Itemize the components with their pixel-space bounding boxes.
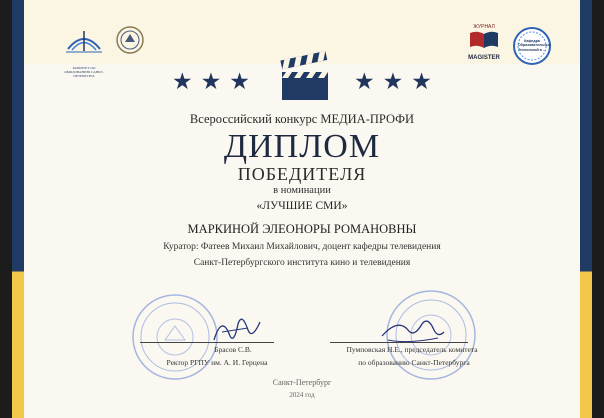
winner-name: МАРКИНОЙ ЭЛЕОНОРЫ РОМАНОВНЫ <box>187 222 417 236</box>
stars-right <box>354 70 432 93</box>
left-signature <box>208 310 268 350</box>
left-signer-role: Ректор РГПУ им. А. И. Герцена <box>166 358 268 367</box>
left-stamp <box>130 292 220 382</box>
nomination-label: в номинации <box>273 185 331 196</box>
committee-caption: КОМИТЕТ ПО ОБРАЗОВАНИЮ САНКТ-ПЕТЕРБУРГА <box>64 66 104 78</box>
right-signer-role: по образованию Санкт-Петербурга <box>358 358 470 367</box>
curator-line-1: Куратор: Фатеев Михаил Михайлович, доцент кафедры телевидения <box>163 242 441 252</box>
committee-logo <box>62 25 106 78</box>
footer-year: 2024 год <box>289 391 315 399</box>
star-icon: ★ <box>354 69 375 94</box>
journal-name: MAGISTER <box>468 55 500 61</box>
star-icon: ★ <box>411 69 432 94</box>
university-logo <box>115 25 145 60</box>
star-icon: ★ <box>382 69 404 94</box>
nomination-name: «ЛУЧШИЕ СМИ» <box>256 200 348 212</box>
left-signer-name: Брасов С.В. <box>214 345 252 354</box>
department-logo <box>512 26 552 71</box>
left-signature-line <box>140 342 274 343</box>
committee-emblem-icon <box>62 25 106 61</box>
department-caption: Кафедра Образовательных Технологий в ... <box>518 39 551 52</box>
right-signature-line <box>330 342 468 343</box>
journal-top-label: ЖУРНАЛ <box>473 24 495 30</box>
book-icon <box>467 30 501 50</box>
clapperboard-icon <box>278 50 330 102</box>
diploma-title: ДИПЛОМ <box>223 128 381 165</box>
contest-name: Всероссийский конкурс МЕДИА-ПРОФИ <box>189 112 415 126</box>
star-icon: ★ <box>172 69 193 94</box>
star-icon: ★ <box>200 69 222 94</box>
right-signer-name: Пумповская Н.Е., председатель комитета <box>346 345 478 354</box>
diploma-sheet <box>12 0 592 418</box>
curator-line-2: Санкт-Петербургского института кино и телевидения <box>193 258 411 268</box>
magister-logo <box>467 24 501 61</box>
university-seal-icon <box>115 25 145 55</box>
star-icon: ★ <box>229 69 250 94</box>
stars-left <box>172 70 250 93</box>
footer-city: Санкт-Петербург <box>272 378 332 387</box>
diploma-subtitle: ПОБЕДИТЕЛЯ <box>237 164 367 184</box>
